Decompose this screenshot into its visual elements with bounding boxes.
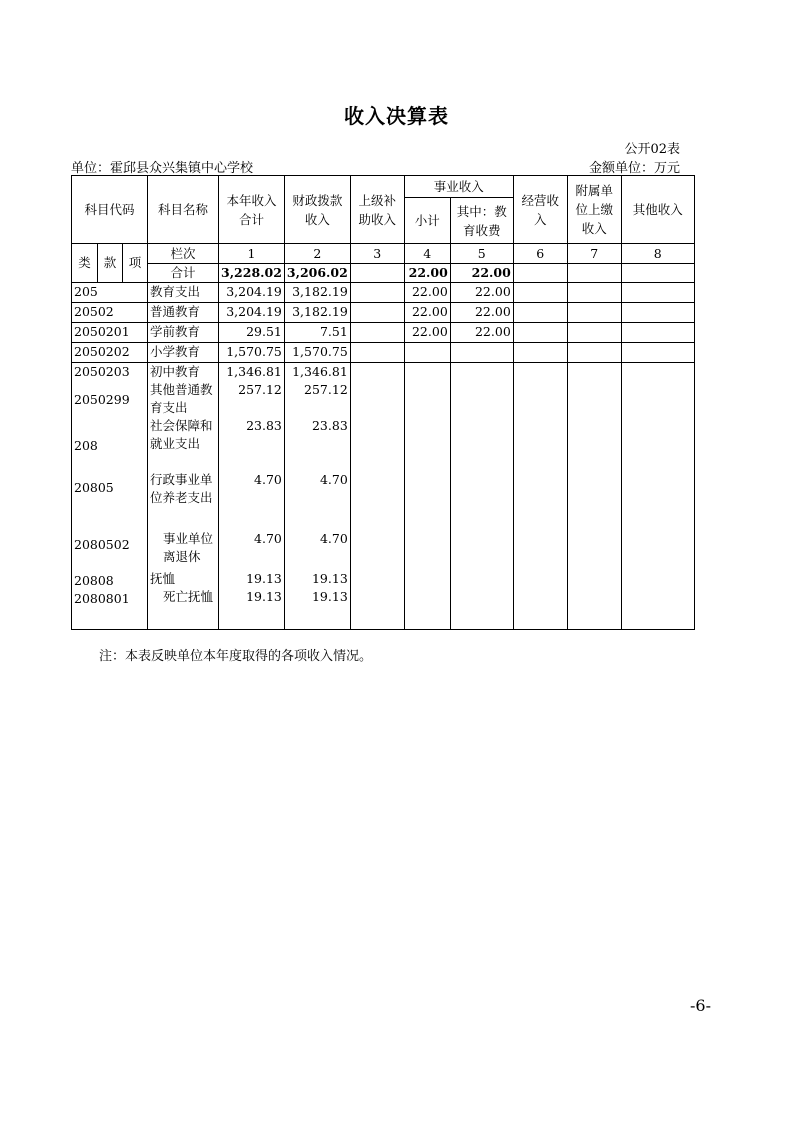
row-total: 23.83 — [246, 418, 282, 433]
row-code: 205 — [72, 283, 148, 303]
row-subtotal: 22.00 — [404, 303, 450, 323]
row-edu: 22.00 — [450, 283, 513, 303]
income-table — [71, 175, 695, 630]
names-column — [148, 363, 219, 630]
col-num: 8 — [621, 244, 694, 264]
row-total: 1,346.81 — [226, 364, 282, 379]
row-fiscal: 1,570.75 — [284, 343, 350, 363]
row-total: 3,204.19 — [219, 283, 285, 303]
row-fiscal: 1,346.81 — [292, 364, 348, 379]
row-name: 教育支出 — [148, 283, 219, 303]
row-code: 2050202 — [72, 343, 148, 363]
page-title: 收入决算表 — [344, 104, 449, 128]
total-edu-value: 22.00 — [450, 264, 513, 283]
header-kuan: 款 — [98, 244, 123, 283]
row-name: 普通教育 — [148, 303, 219, 323]
row-total: 19.13 — [246, 571, 282, 586]
header-other: 其他收入 — [621, 176, 694, 244]
header-edu-fee: 其中：教育收费 — [450, 198, 513, 244]
row-fiscal: 19.13 — [311, 571, 348, 586]
row-name: 抚恤 — [150, 571, 176, 586]
row-fiscal: 3,182.19 — [284, 303, 350, 323]
row-total: 257.12 — [238, 382, 282, 397]
totals-column — [219, 363, 285, 630]
row-total: 29.51 — [219, 323, 285, 343]
row-total: 4.70 — [254, 472, 282, 487]
row-code: 20805 — [74, 480, 114, 495]
header-lei: 类 — [72, 244, 98, 283]
row-name: 行政事业单位养老支出 — [150, 472, 213, 505]
row-total: 19.13 — [246, 589, 282, 604]
row-code: 20502 — [72, 303, 148, 323]
total-row — [72, 264, 695, 283]
row-fiscal: 4.70 — [319, 531, 348, 546]
header-column-seq: 栏次 — [148, 244, 219, 264]
row-code: 2080502 — [74, 537, 130, 552]
row-subtotal: 22.00 — [404, 323, 450, 343]
header-fiscal: 财政拨款收入 — [284, 176, 350, 244]
row-code: 2050299 — [74, 392, 130, 407]
header-subtotal: 小计 — [404, 198, 450, 244]
row-fiscal: 23.83 — [311, 418, 348, 433]
table-note: 注：本表反映单位本年度取得的各项收入情况。 — [99, 649, 373, 664]
row-fiscal: 7.51 — [284, 323, 350, 343]
header-operating: 经营收入 — [513, 176, 567, 244]
row-fiscal: 4.70 — [319, 472, 348, 487]
total-subtotal-value: 22.00 — [404, 264, 450, 283]
header-xiang: 项 — [123, 244, 148, 283]
table-row — [72, 323, 695, 343]
row-code: 2080801 — [74, 591, 130, 606]
page-number: -6- — [690, 996, 711, 1015]
codes-column — [72, 363, 148, 630]
row-code: 2050203 — [74, 364, 130, 379]
fiscal-column — [284, 363, 350, 630]
col-num: 7 — [567, 244, 621, 264]
row-name: 初中教育 — [150, 364, 201, 379]
table-row — [72, 343, 695, 363]
row-name: 小学教育 — [148, 343, 219, 363]
unit-label: 单位：霍邱县众兴集镇中心学校 — [71, 161, 254, 176]
header-total-income: 本年收入合计 — [219, 176, 285, 244]
header-affiliated: 附属单位上缴收入 — [567, 176, 621, 244]
header-business-income: 事业收入 — [404, 176, 513, 198]
row-code: 208 — [74, 438, 98, 453]
row-code: 20808 — [74, 573, 114, 588]
header-subject-code: 科目代码 — [72, 176, 148, 244]
table-row — [72, 303, 695, 323]
row-fiscal: 3,182.19 — [284, 283, 350, 303]
row-fiscal: 19.13 — [311, 589, 348, 604]
row-name: 社会保障和就业支出 — [150, 418, 213, 451]
table-row-block — [72, 363, 695, 630]
col-num: 4 — [404, 244, 450, 264]
col-num: 6 — [513, 244, 567, 264]
col-num: 5 — [450, 244, 513, 264]
row-total: 3,204.19 — [219, 303, 285, 323]
total-label: 合计 — [148, 264, 219, 283]
row-name: 其他普通教育支出 — [150, 382, 213, 415]
header-superior-subsidy: 上级补助收入 — [350, 176, 404, 244]
row-total: 4.70 — [254, 531, 282, 546]
total-fiscal-value: 3,206.02 — [284, 264, 350, 283]
row-fiscal: 257.12 — [304, 382, 348, 397]
col-num: 1 — [219, 244, 285, 264]
row-code: 2050201 — [72, 323, 148, 343]
col-num: 2 — [284, 244, 350, 264]
col-num: 3 — [350, 244, 404, 264]
amount-unit: 金额单位：万元 — [588, 161, 680, 176]
row-edu: 22.00 — [450, 303, 513, 323]
header-subject-name: 科目名称 — [148, 176, 219, 244]
row-name: 学前教育 — [148, 323, 219, 343]
row-total: 1,570.75 — [219, 343, 285, 363]
row-name: 事业单位离退休 — [163, 531, 214, 564]
table-row — [72, 283, 695, 303]
row-name: 死亡抚恤 — [163, 589, 214, 604]
total-income-value: 3,228.02 — [219, 264, 285, 283]
row-subtotal: 22.00 — [404, 283, 450, 303]
row-edu: 22.00 — [450, 323, 513, 343]
form-number: 公开02表 — [624, 142, 680, 157]
